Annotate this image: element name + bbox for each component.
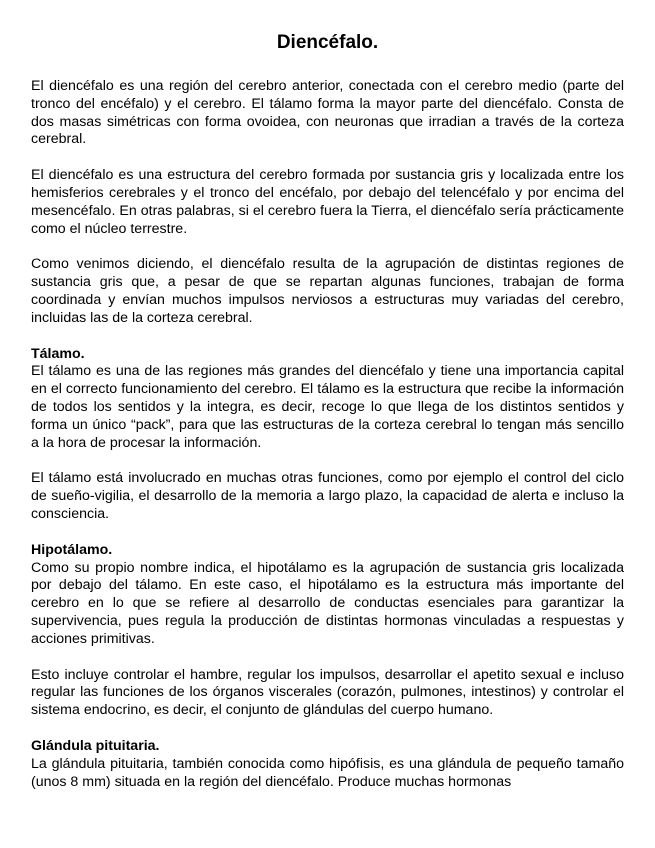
section-hipotalamo	[31, 542, 624, 649]
section-heading-pituitaria: Glándula pituitaria.	[31, 737, 160, 754]
talamo-paragraph-2: El tálamo está involucrado en muchas otras funciones, como por ejemplo el control del ciclo de sueño-vigilia, el desarrollo de la memoria a largo plazo, la capacidad de alerta e incluso la consciencia.	[31, 470, 624, 522]
page-title: Diencéfalo.	[276, 32, 379, 53]
intro-paragraph-3: Como venimos diciendo, el diencéfalo resulta de la agrupación de distintas regiones de sustancia gris que, a pesar de que se repartan algunas funciones, trabajan de forma coordinada y envían muchos impulsos nerviosos a estructuras muy variadas del cerebro, incluidas las de la corteza cerebral.	[31, 256, 624, 326]
talamo-paragraph-1: El tálamo es una de las regiones más grandes del diencéfalo y tiene una importancia capital en el correcto funcionamiento del cerebro. El tálamo es la estructura que recibe la información de todos los sentidos y la integra, es decir, recoge lo que llega de los distintos sentidos y forma un único “pack”, para que las estructuras de la corteza cerebral lo tengan más sencillo a la hora de procesar la información.	[31, 363, 624, 451]
pituitaria-paragraph-1: La glándula pituitaria, también conocida como hipófisis, es una glándula de pequeño tamaño (unos 8 mm) situada en la región del diencéfalo. Produce muchas hormonas	[31, 755, 624, 790]
intro-paragraph-2: El diencéfalo es una estructura del cerebro formada por sustancia gris y localizada entre los hemisferios cerebrales y el tronco del encéfalo, por debajo del telencéfalo y por encima del mesencéfalo. En otras palabras, si el cerebro fuera la Tierra, el diencéfalo sería prácticamente como el núcleo terrestre.	[31, 167, 624, 237]
section-heading-talamo: Tálamo.	[31, 345, 85, 362]
section-heading-hipotalamo: Hipotálamo.	[31, 541, 113, 558]
section-talamo	[31, 346, 624, 453]
intro-paragraph-1: El diencéfalo es una región del cerebro anterior, conectada con el cerebro medio (parte del tronco del encéfalo) y el cerebro. El tálamo forma la mayor parte del diencéfalo. Consta de dos masas simétricas con forma ovoidea, con neuronas que irradian a través de la corteza cerebral.	[31, 78, 624, 148]
hipotalamo-paragraph-1: Como su propio nombre indica, el hipotálamo es la agrupación de sustancia gris localizada por debajo del tálamo. En este caso, el hipotálamo es la estructura más importante del cerebro en lo que se refiere al desarrollo de conductas esenciales para garantizar la supervivencia, pues regula la producción de distintas hormonas vinculadas a respuestas y acciones primitivas.	[31, 559, 624, 647]
section-pituitaria	[31, 738, 624, 791]
document-page	[31, 30, 624, 809]
hipotalamo-paragraph-2: Esto incluye controlar el hambre, regular los impulsos, desarrollar el apetito sexual e incluso regular las funciones de los órganos viscerales (corazón, pulmones, intestinos) y controlar el sistema endocrino, es decir, el conjunto de glándulas del cuerpo humano.	[31, 666, 624, 719]
